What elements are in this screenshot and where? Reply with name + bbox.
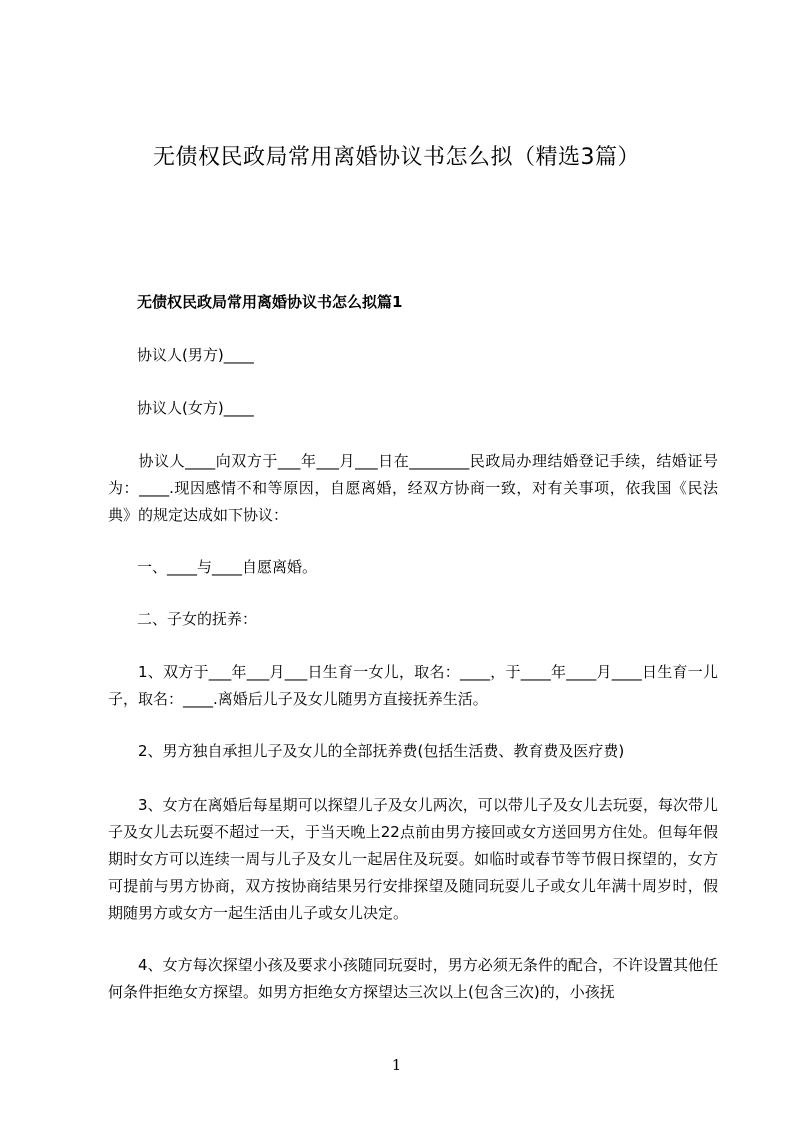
item-3-paragraph: [108, 792, 718, 927]
item-1-text: 1、双方于___年___月___日生育一女儿，取名：____，于____年____月____日生育一儿子，取名：____.离婚后儿子及女儿随男方直接抚养生活。: [108, 663, 718, 708]
page-number: 1: [391, 1056, 402, 1074]
party-female-line: 协议人(女方)____: [137, 399, 254, 417]
item-4-paragraph: [108, 952, 718, 1006]
intro-text: 协议人____向双方于___年___月___日在________民政局办理结婚登记手续，结婚证号为：____.现因感情不和等原因，自愿离婚，经双方协商一致，对有关事项，依我国《民法典》的规定达成如下协议：: [108, 452, 718, 524]
item-2-paragraph: [108, 738, 718, 765]
item-2-text: 2、男方独自承担儿子及女儿的全部抚养费(包括生活费、教育费及医疗费): [138, 742, 625, 760]
document-title: 无债权民政局常用离婚协议书怎么拟（精选3篇）: [153, 145, 640, 170]
item-1-paragraph: [108, 659, 718, 713]
section-heading: 无债权民政局常用离婚协议书怎么拟篇1: [137, 293, 403, 311]
clause-2: 二、子女的抚养：: [137, 610, 258, 628]
item-4-text: 4、女方每次探望小孩及要求小孩随同玩耍时，男方必须无条件的配合，不许设置其他任何条件拒绝女方探望。如男方拒绝女方探望达三次以上(包含三次)的，小孩抚: [108, 956, 718, 1001]
clause-1: 一、____与____自愿离婚。: [137, 558, 318, 576]
item-3-text: 3、女方在离婚后每星期可以探望儿子及女儿两次，可以带儿子及女儿去玩耍，每次带儿子及女儿去玩耍不超过一天，于当天晚上22点前由男方接回或女方送回男方住处。但每年假期时女方可以连续一周与儿子及女儿一起居住及玩耍。如临时或春节等节假日探望的，女方可提前与男方协商，双方按协商结果另行安排探望及随同玩耍儿子或女儿年满十周岁时，假期随男方或女方一起生活由儿子或女儿决定。: [108, 796, 718, 922]
intro-paragraph: [108, 448, 718, 529]
party-male-line: 协议人(男方)____: [137, 346, 254, 364]
